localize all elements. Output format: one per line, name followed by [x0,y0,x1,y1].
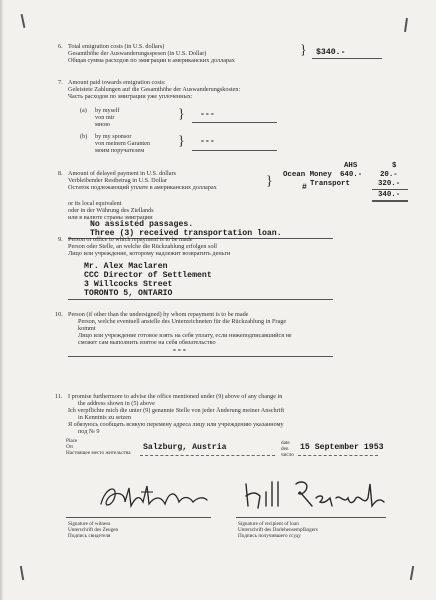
cost-total: 340.- [378,191,401,199]
item10-number: 10. [55,311,63,318]
item11-number: 11. [55,393,63,400]
witness-label-ru: Подпись свидетеля [68,533,111,539]
staple-mark-top-left [21,14,26,28]
witness-signature-line [66,517,211,518]
witness-label-en: Signature of witness [68,521,111,527]
item8-typed-note-1: No assisted passages. [90,220,194,229]
item7-label-en: Amount paid towards emigration costs: [68,79,166,86]
recipient-signature [240,476,390,516]
cost-row-ocean-ahs: 640.- [340,171,363,179]
recipient-label-de: Unterschrift des Darlehensempfängers [238,527,318,533]
item7-number: 7. [58,79,63,86]
item11-line-1: I promise furthermore to advise the office mentioned under (9) above of any change in [68,393,283,400]
item8-hash-mark: # [302,183,307,192]
item8-label-en: Amount of delayed payment in U.S. dollars [68,170,176,177]
place-label-ru: Настоящее место жительства [66,450,131,456]
item7b-label-ru: моим поручателем [95,147,145,154]
item7b-value: --- [200,137,215,146]
item8-typed-note-2: Three (3) received transportation loan. [90,229,282,238]
item6-total-amount: $340.- [316,48,346,57]
item11-line-4: in Kenntnis zu setzen [78,414,132,421]
item8-equiv-de: oder in der Währung des Ziellands [68,207,154,214]
item6-bracket: } [300,43,307,58]
item10-label-en: Person (if other than the undersigned) by whom repayment is to be made [68,311,249,318]
item11-line-2: the address shown in (5) above [78,400,155,407]
item7a-label-en: by myself [95,107,120,114]
item11-line-3: Ich verpflichte mich die unter (9) genannte Stelle von jeder Änderung meiner Anschrift [68,407,285,414]
date-label-ru: число [281,452,294,458]
page-edge-shadow [0,0,4,600]
staple-mark-bottom-right [410,566,414,580]
cost-row-transport-usd: 320.- [378,180,401,188]
item7b-underline [192,150,277,151]
cost-row-ocean-label: Ocean Money [283,171,332,179]
item8-bracket: } [266,174,273,189]
item11-line-5: Я обязуюсь сообщать всякую перемену адреса лицу или учреждению указанному [68,421,284,428]
item8-label-de: Verbleibender Restbetrag in U.S. Dollar [68,177,167,184]
staple-mark-top-right [404,18,408,32]
cost-header-ahs: AHS [344,162,358,170]
item6-underline [312,58,382,59]
item7-label-de: Geleistete Zahlungen auf die Gesamthöhe der Auswanderungskosten: [68,86,241,93]
item8-label-ru: Остаток подлежающий уплате в американских долларах [68,184,217,191]
repayment-address-street: 3 Willcocks Street [84,280,173,289]
item9-label-ru: Лицо или учреждение, которому надлежит возвратить деньги [68,250,231,257]
date-label-en: date [281,440,290,446]
item9-label-de: Person oder Stelle, an welche die Rückzahlung erfolgen soll [68,243,217,250]
place-label-en: Place [66,438,78,444]
witness-signature [95,478,215,518]
repayment-address-name: Mr. Alex Maclaren [84,262,168,271]
item7b-label-de: von meinem Garanten [95,140,150,147]
item7a-letter: (a) [80,107,87,114]
item7a-value: --- [200,110,215,119]
item6-label-ru: Общая сумма расходов по эмиграции в американских долларах [68,57,235,64]
item8-equiv-ru: или в валюте страны эмиграции [68,214,153,221]
item8-equiv-en: or its local equivalent [68,200,122,207]
item11-line-6: под № 9 [78,428,100,435]
repayment-address-title: CCC Director of Settlement [84,271,212,280]
item8-number: 8. [58,170,63,177]
place-dotted-line [140,455,275,456]
item10-underline [68,356,333,357]
place-label-de: Ort [66,444,73,450]
item6-number: 6. [58,43,63,50]
cost-total-rule [372,189,408,190]
date-dotted-line [298,455,378,456]
item10-label-de-2: kommt [78,325,96,332]
item7a-underline [192,122,277,123]
item9-label-en: Person or office to which repayment is to be made [68,236,193,243]
item7a-label-ru: мною [95,121,110,128]
item6-label-de: Gesamthöhe der Auswanderungsspesen (in U.S. Dollar) [68,50,207,57]
repayment-address-city: TORONTO 5, ONTARIO [84,289,173,298]
item10-label-ru: Лицо или учреждение готовое взять на себя уплату, если нижеподписавшийся не [78,332,292,339]
staple-mark-bottom-left [20,566,24,580]
item9-number: 9. [58,236,63,243]
item10-label-de: Person, welche eventuell anstelle des Unterzeichneten für die Rückzahlung in Frage [78,318,287,325]
item7b-bracket: } [178,134,185,149]
recipient-signature-line [236,517,386,518]
date-value: 15 September 1953 [300,443,384,452]
item7-label-ru: Часть расходов по эмиграции уже уплоченных: [68,93,193,100]
item7b-label-en: by my sponsor [95,133,132,140]
item10-label-ru-2: сможет сам выполнить взятое на себя обязательство [78,339,216,346]
recipient-label-en: Signature of recipient of loan [238,521,299,527]
place-value: Salzburg, Austria [143,443,227,452]
item9-underline [68,299,333,300]
item7b-letter: (b) [80,133,88,140]
cost-header-usd: $ [392,162,397,170]
cost-row-ocean-usd: 20.- [380,171,398,179]
item7a-label-de: von mir [95,114,115,121]
date-label-de: den [281,446,289,452]
item10-value: --- [172,346,187,355]
cost-row-transport-label: Transport [310,180,350,188]
recipient-label-ru: Подпись получившего ссуду [238,533,301,539]
cost-total-double-rule [372,200,408,202]
witness-label-de: Unterschrift des Zeugen [68,527,119,533]
item6-label-en: Total emigration costs (in U.S. dollars) [68,43,165,50]
item7a-bracket: } [178,107,185,122]
